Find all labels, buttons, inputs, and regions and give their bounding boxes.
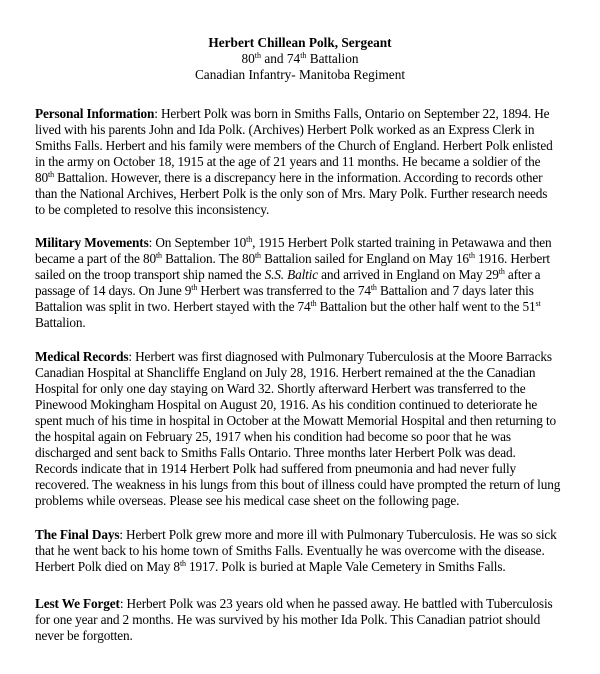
section-heading: The Final Days	[35, 527, 120, 542]
section-military-movements: Military Movements: On September 10th, 1915 Herbert Polk started training in Petawawa and then became a part of the 80th Battalion. The 80th Battalion sailed for England on May 16th 1916. Herbert sailed on the troop transport ship named the S.S. Baltic and arrived in England on May 29th after a passage of 14 days. On June 9th Herbert was transferred to the 74th Battalion and 7 days later this Battalion was split in two. Herbert stayed with the 74th Battalion but the other half went to the 51st Battalion.	[35, 235, 552, 330]
ship-name: S.S. Baltic	[264, 267, 318, 282]
section-medical-records: Medical Records: Herbert was first diagnosed with Pulmonary Tuberculosis at the Moore Barracks Canadian Hospital at Shancliffe England on July 28, 1916. Herbert remained at the the Canadian Hospital for only one day staying on Ward 32. Shortly afterward Herbert was transferred to the Pinewood Mokingham Hospital on August 20, 1916. As his condition continued to deteriorate he spent much of his time in hospital in October at the Mowatt Memorial Hospital and then returning to the hospital again on February 25, 1917 when his condition had become so poor that he was discharged and sent back to Smiths Falls Ontario. Three months later Herbert Polk was dead. Records indicate that in 1914 Herbert Polk had suffered from pneumonia and had never fully recovered. The weakness in his lungs from this bout of illness could have prompted the return of lung problems while overseas. Please see his medical case sheet on the following page.	[35, 349, 561, 508]
document-header	[0, 35, 600, 83]
battalion-line: 80th and 74th Battalion	[241, 51, 359, 66]
section-personal-information: Personal Information: Herbert Polk was born in Smiths Falls, Ontario on September 22, 1894. He lived with his parents John and Ida Polk. (Archives) Herbert Polk worked as an Express Clerk in Smiths Falls. Herbert and his family were members of the Church of England. Herbert Polk enlisted in the army on October 18, 1915 at the age of 21 years and 11 months. He became a soldier of the 80th Battalion. However, there is a discrepancy here in the information. According to records other than the National Archives, Herbert Polk is the only son of Mrs. Mary Polk. Further research needs to be completed to resolve this inconsistency.	[35, 106, 553, 217]
section-lest-we-forget: Lest We Forget: Herbert Polk was 23 years old when he passed away. He battled with Tuberculosis for one year and 2 months. He was survived by his mother Ida Polk. This Canadian patriot should never be forgotten.	[35, 596, 553, 643]
document-title: Herbert Chillean Polk, Sergeant	[208, 35, 392, 50]
section-heading: Lest We Forget	[35, 596, 120, 611]
section-final-days: The Final Days: Herbert Polk grew more and more ill with Pulmonary Tuberculosis. He was so sick that he went back to his home town of Smiths Falls. Eventually he was overcome with the disease. Herbert Polk died on May 8th 1917. Polk is buried at Maple Vale Cemetery in Smiths Falls.	[35, 527, 557, 574]
section-heading: Personal Information	[35, 106, 155, 121]
regiment-line: Canadian Infantry- Manitoba Regiment	[194, 67, 406, 82]
section-heading: Medical Records	[35, 349, 129, 364]
section-heading: Military Movements	[35, 235, 149, 250]
